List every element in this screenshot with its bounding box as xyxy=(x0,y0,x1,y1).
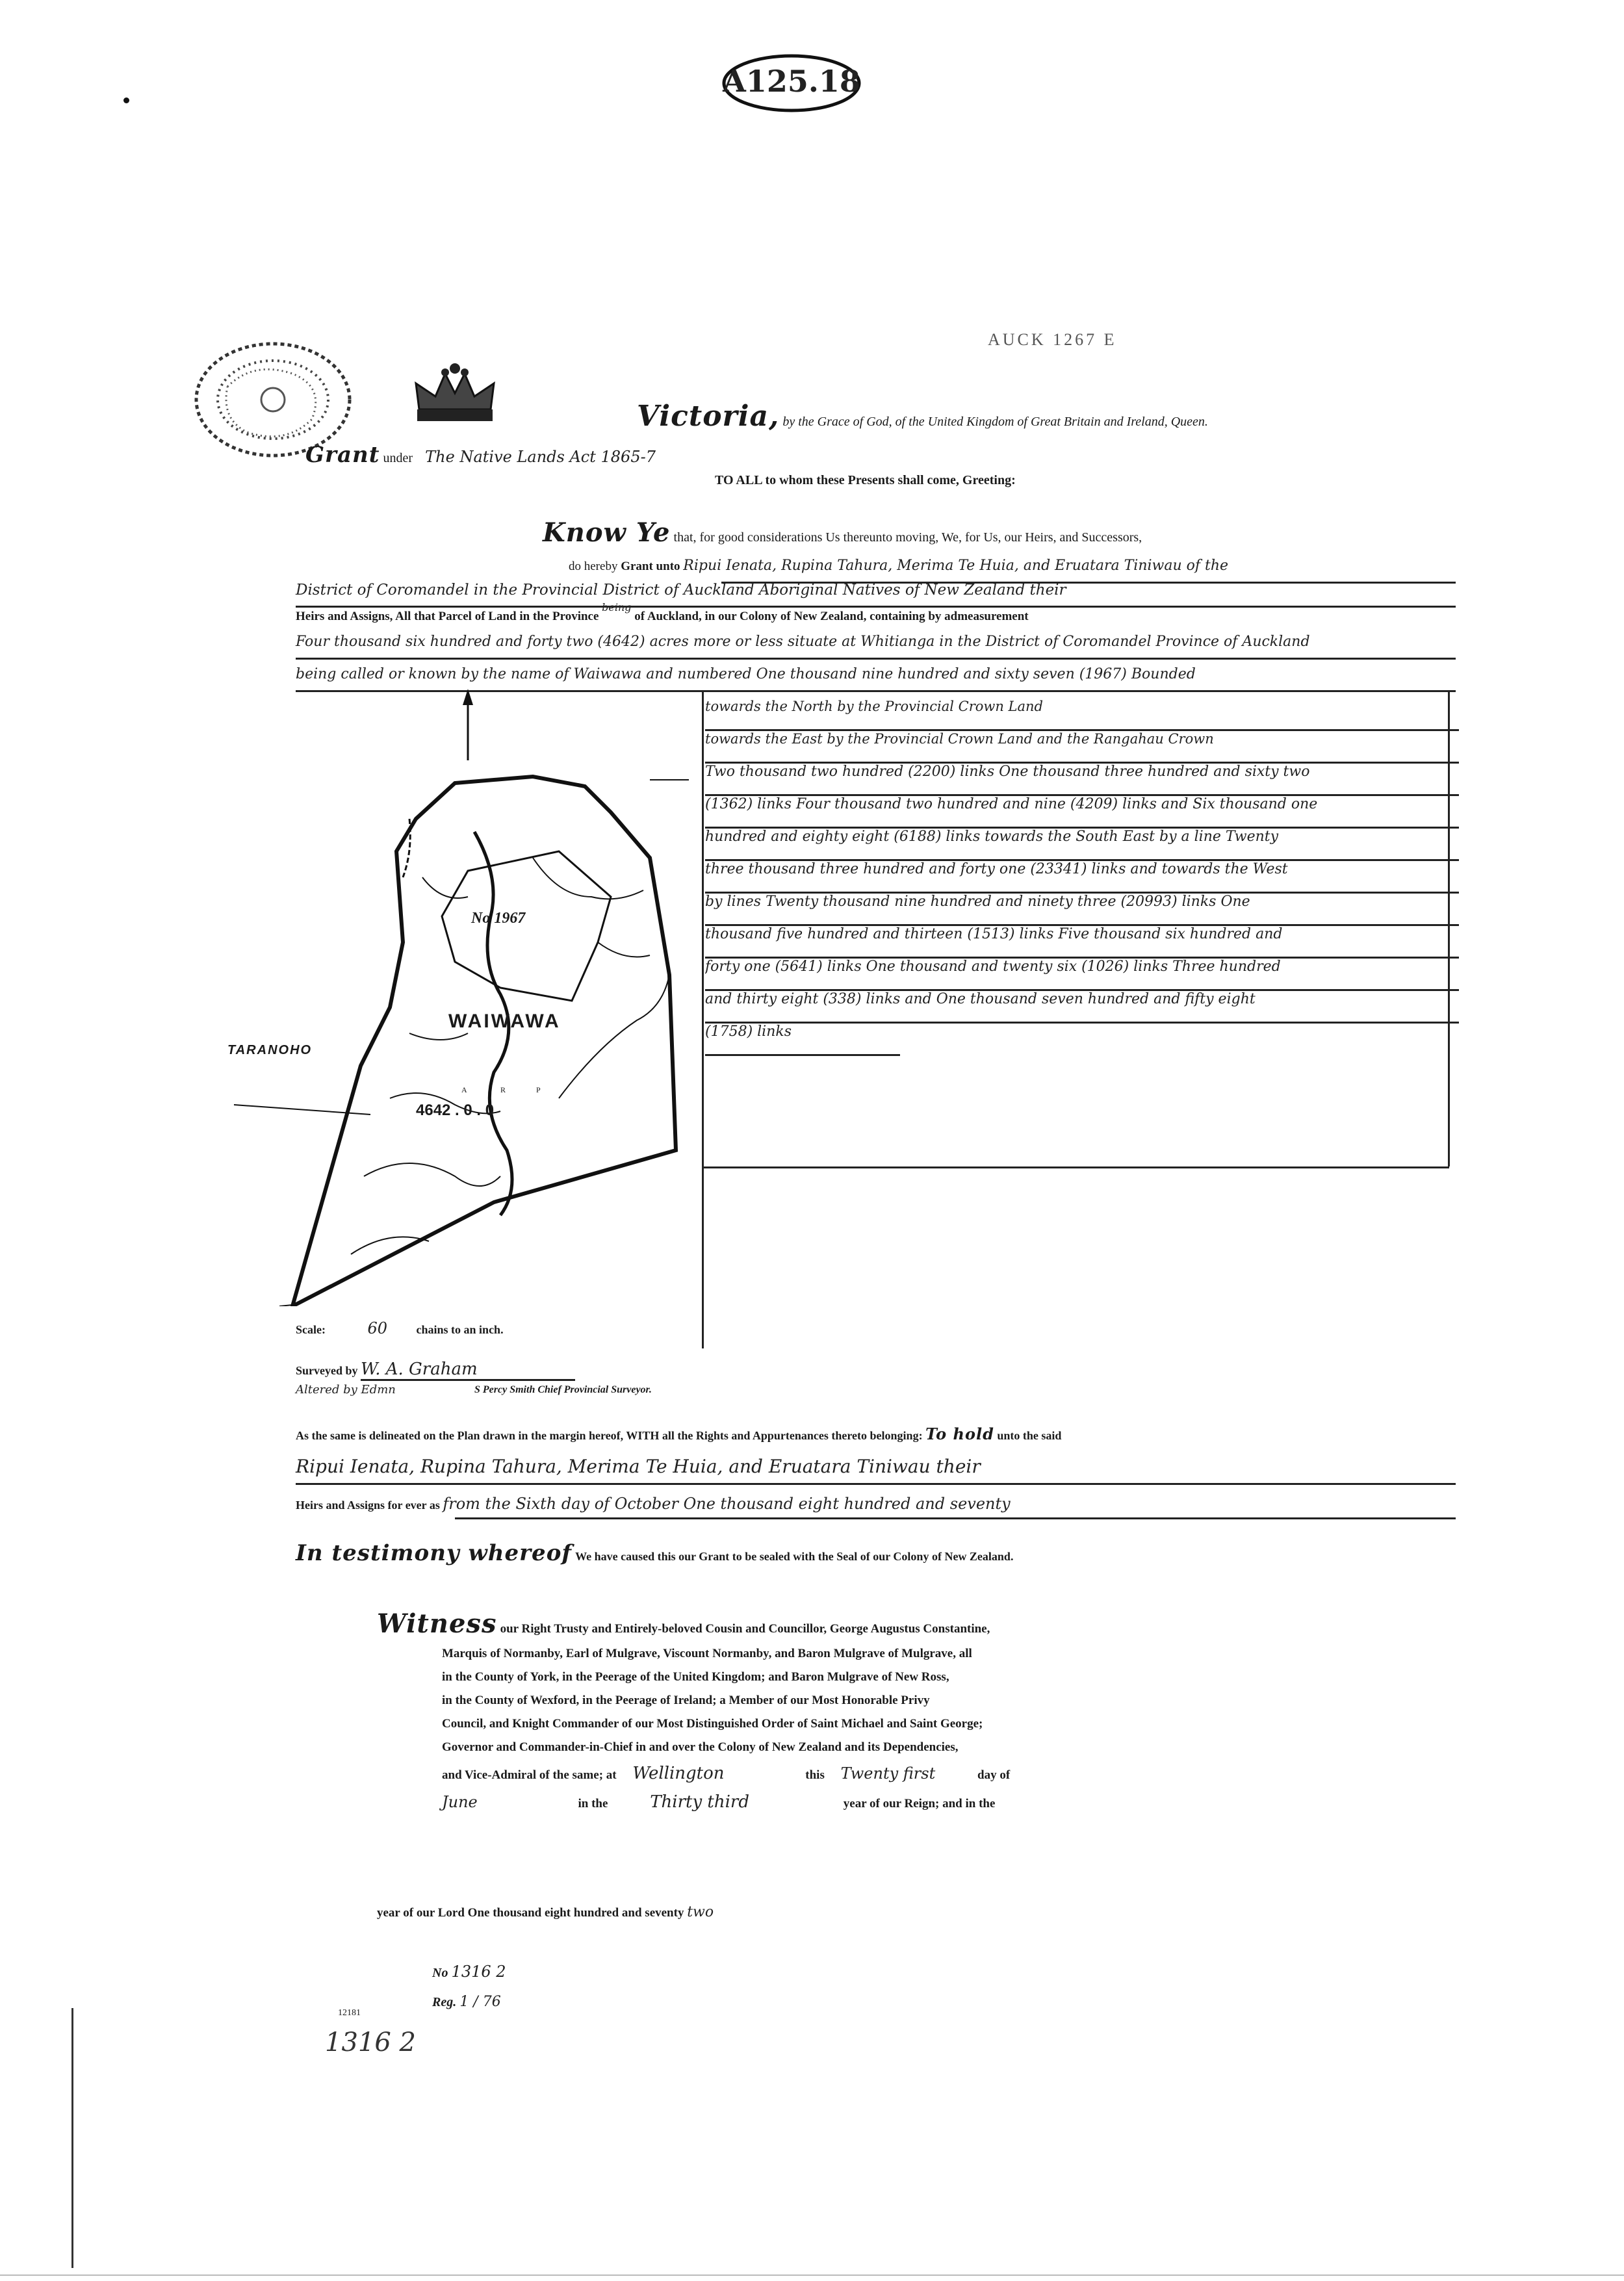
land-line: being called or known by the name of Waiwawa and numbered One thousand nine hundred and sixty seven (1967) Bounded xyxy=(296,666,1196,682)
grantees-line-2: District of Coromandel in the Provincial District of Auckland Aboriginal Natives of New Zealand their xyxy=(296,582,1066,599)
scale-unit: chains to an inch. xyxy=(416,1323,504,1336)
land-line: and thirty eight (338) links and One thousand seven hundred and fifty eight xyxy=(705,991,1459,1024)
map-number: No 1967 xyxy=(471,910,526,927)
witness-line: our Right Trusty and Entirely-beloved Cousin and Councillor, George Augustus Constantine, xyxy=(500,1622,990,1636)
grant-under: under xyxy=(383,451,413,465)
map-area-a: A xyxy=(461,1085,467,1094)
heirs-forever-line xyxy=(296,1495,1011,1513)
grantees-line-1: Ripui Ienata, Rupina Tahura, Merima Te Huia, and Eruatara Tiniwau of the xyxy=(683,558,1229,574)
map-area-p: P xyxy=(536,1085,541,1094)
witness-line: Governor and Commander-in-Chief in and over the Colony of New Zealand and its Dependencies, xyxy=(442,1740,959,1754)
know-ye: Know Ye xyxy=(543,517,671,548)
witness-line: in the County of York, in the Peerage of the United Kingdom; and Baron Mulgrave of New Ross, xyxy=(442,1670,949,1684)
map-place-label: TARANOHO xyxy=(227,1043,313,1057)
witness-first-line xyxy=(377,1608,1469,1639)
grant-label: Grant xyxy=(305,442,380,468)
witness-day-of: day of xyxy=(977,1768,1011,1782)
surveyor-line xyxy=(296,1360,575,1381)
testimony-text: We have caused this our Grant to be sealed with the Seal of our Colony of New Zealand. xyxy=(575,1550,1014,1563)
from-date: from the Sixth day of October One thousand eight hundred and seventy xyxy=(443,1495,1011,1513)
to-hold: To hold xyxy=(925,1424,994,1443)
chief-surveyor: S Percy Smith Chief Provincial Surveyor. xyxy=(474,1384,652,1395)
crown-emblem xyxy=(409,361,500,426)
land-line: by lines Twenty thousand nine hundred and ninety three (20993) links One xyxy=(705,894,1459,926)
know-ye-text: that, for good considerations Us thereunto moving, We, for Us, our Heirs, and Successors, xyxy=(673,530,1142,545)
land-line: Four thousand six hundred and forty two (4642) acres more or less situate at Whitianga in the District of Coromandel Province of Auckland xyxy=(296,634,1310,650)
ink-dot xyxy=(123,97,129,103)
land-line: three thousand three hundred and forty one (23341) links and towards the West xyxy=(705,861,1459,894)
map-name: WAIWAWA xyxy=(448,1011,561,1032)
witness-block xyxy=(377,1608,1469,1812)
reg-label: Reg. xyxy=(432,1995,457,2009)
heirs-assigns-line xyxy=(296,601,1029,624)
map-drawing xyxy=(195,682,702,1306)
to-hold-text: unto the said xyxy=(997,1429,1062,1442)
land-line: (1362) links Four thousand two hundred and nine (4209) links and Six thousand one xyxy=(705,796,1459,829)
witness-year-lord: year of our Lord One thousand eight hundred and seventy xyxy=(377,1906,684,1920)
witness-month-line xyxy=(442,1792,1469,1812)
scale-value: 60 xyxy=(367,1319,388,1337)
witness-year-reign: year of our Reign; and in the xyxy=(843,1797,996,1811)
land-line: Two thousand two hundred (2200) links One thousand three hundred and sixty two xyxy=(705,764,1459,796)
rule xyxy=(455,1517,1456,1519)
map-area: 4642 . 0 . 0 xyxy=(416,1102,495,1119)
reg-value: 1 / 76 xyxy=(459,1994,501,2010)
rule xyxy=(296,606,1456,608)
no-value: 1316 2 xyxy=(451,1963,506,1981)
land-line: (1758) links xyxy=(705,1024,900,1056)
witness-line: Marquis of Normanby, Earl of Mulgrave, Viscount Normanby, and Baron Mulgrave of Mulgrave, all xyxy=(442,1647,972,1660)
grant-act: The Native Lands Act 1865-7 xyxy=(425,448,656,466)
witness-line: in the County of Wexford, in the Peerage of Ireland; a Member of our Most Honorable Privy xyxy=(442,1694,930,1707)
archive-mark: AUCK 1267 E xyxy=(988,330,1117,349)
rule xyxy=(296,658,1456,660)
know-ye-line xyxy=(543,517,1142,548)
land-description-block xyxy=(705,699,1459,1056)
sovereign-name: Victoria, xyxy=(637,400,780,433)
witness-day: Twenty first xyxy=(840,1764,936,1783)
witness-line: Council, and Knight Commander of our Most Distinguished Order of Saint Michael and Saint George; xyxy=(442,1717,983,1731)
map-area-r: R xyxy=(500,1085,506,1094)
witness-in-the: in the xyxy=(578,1797,608,1811)
reference-stamp xyxy=(720,52,863,114)
examiner-signature: Altered by Edmn xyxy=(296,1383,396,1397)
province-text: of Auckland, in our Colony of New Zealand, containing by admeasurement xyxy=(634,610,1029,623)
sovereign-style: by the Grace of God, of the United Kingdom of Great Britain and Ireland, Queen. xyxy=(782,415,1208,429)
as-the-same-text: is delineated on the Plan drawn in the margin hereof, WITH all the Rights and Appurtenances thereto belonging: xyxy=(358,1429,923,1442)
as-the-same: As the same xyxy=(296,1429,355,1442)
land-line: towards the East by the Provincial Crown Land and the Rangahau Crown xyxy=(705,731,1459,764)
page-edge-line xyxy=(0,2275,1624,2276)
register-entry xyxy=(432,1994,501,2010)
vice-admiral: and Vice-Admiral of the same; at xyxy=(442,1768,617,1782)
rule xyxy=(296,1483,1456,1485)
sovereign-title xyxy=(637,400,1208,433)
land-line: thousand five hundred and thirteen (1513) links Five thousand six hundred and xyxy=(705,926,1459,959)
survey-plan-map xyxy=(195,682,702,1306)
witness-year: two xyxy=(687,1904,714,1920)
margin-rule xyxy=(702,1166,1449,1168)
land-line: towards the North by the Provincial Crown Land xyxy=(705,699,1459,731)
small-mark: 12181 xyxy=(338,2008,361,2018)
surveyed-by: Surveyed by xyxy=(296,1364,358,1377)
being-word: being xyxy=(602,601,632,613)
land-line: hundred and eighty eight (6188) links towards the South East by a line Twenty xyxy=(705,829,1459,861)
grant-unto-line xyxy=(569,558,1228,574)
registration-number xyxy=(432,1963,506,1981)
surveyor-signature: W. A. Graham xyxy=(361,1360,575,1381)
witness-place-line xyxy=(442,1764,1469,1783)
margin-number: 1316 2 xyxy=(325,2028,416,2057)
scale-label: Scale: xyxy=(296,1323,326,1336)
witness-month: June xyxy=(442,1793,478,1811)
map-scale xyxy=(296,1319,504,1337)
heirs-forever: Heirs and Assigns for ever as xyxy=(296,1499,440,1512)
testimony: In testimony whereof xyxy=(296,1540,572,1566)
witness-this: this xyxy=(805,1768,825,1782)
grant-unto: Grant unto xyxy=(621,560,680,573)
witness-word: Witness xyxy=(377,1608,497,1639)
witness-year-line xyxy=(377,1904,714,1920)
no-label: No xyxy=(432,1966,448,1980)
witness-regnal: Thirty third xyxy=(650,1792,750,1812)
grant-line xyxy=(305,442,656,468)
do-hereby: do hereby xyxy=(569,560,618,573)
witness-place: Wellington xyxy=(632,1764,725,1783)
as-the-same-line xyxy=(296,1424,1061,1443)
page-edge-line xyxy=(71,2008,73,2268)
holders: Ripui Ienata, Rupina Tahura, Merima Te Huia, and Eruatara Tiniwau their xyxy=(296,1456,981,1477)
testimony-line xyxy=(296,1540,1013,1566)
reference-stamp-text: A125.18 xyxy=(723,64,860,99)
greeting: TO ALL to whom these Presents shall come, Greeting: xyxy=(715,473,1016,487)
margin-rule xyxy=(1448,692,1450,1166)
margin-rule xyxy=(702,692,704,1348)
land-line: forty one (5641) links One thousand and twenty six (1026) links Three hundred xyxy=(705,959,1459,991)
heirs-assigns: Heirs and Assigns, All that Parcel of Land in the Province xyxy=(296,610,599,623)
